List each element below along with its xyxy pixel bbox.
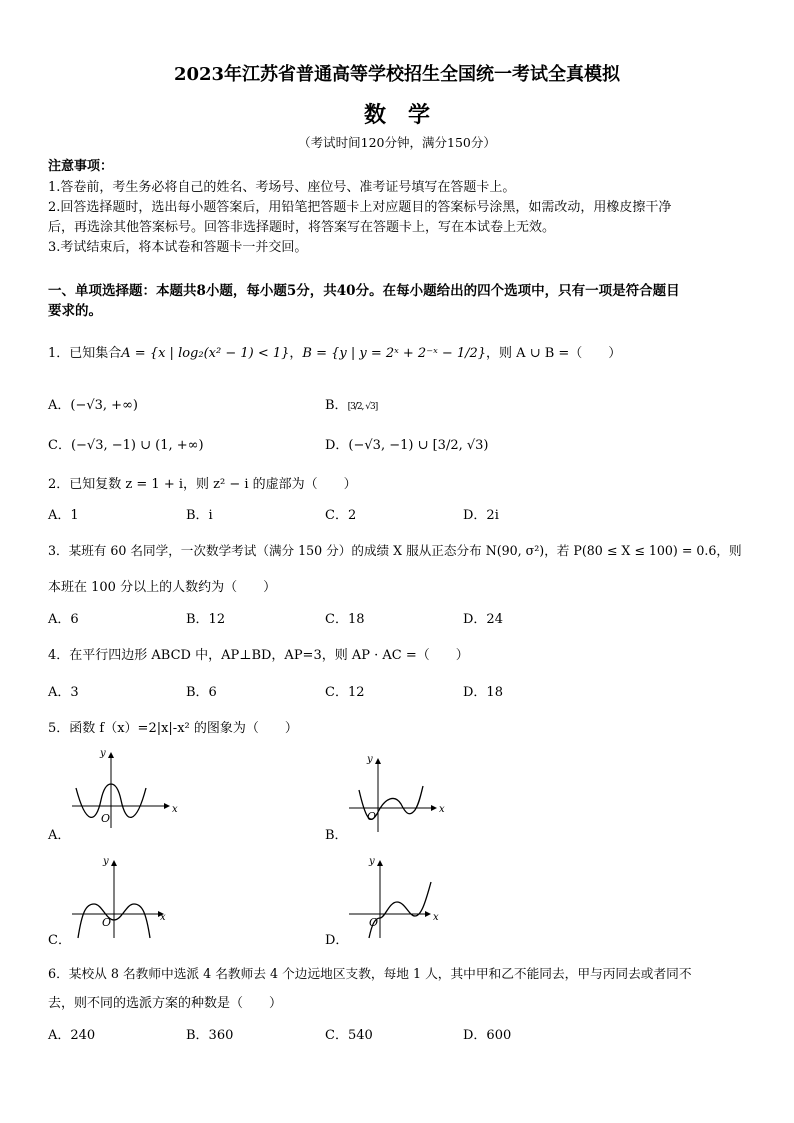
q1-set-a: A = {x | log₂(x² − 1) < 1} (121, 346, 290, 361)
q4-option-c: C．12 (325, 685, 365, 700)
q6-option-c: C．540 (325, 1028, 373, 1043)
subject-title: 数学 (363, 102, 452, 128)
question-5-stem: 5．函数 f（x）=2|x|-x² 的图象为（ ） (48, 721, 298, 736)
q5-graph-d (345, 854, 441, 942)
y-label: y (103, 856, 109, 867)
section-heading: 一、单项选择题：本题共8小题，每小题5分，共40分。在每小题给出的四个选项中，只有一项是符合题目 (48, 283, 680, 299)
q5-option-c: C． (48, 933, 71, 948)
x-label: x (433, 912, 439, 923)
origin-label: O (102, 916, 112, 929)
note-line: 1.答卷前，考生务必将自己的姓名、考场号、座位号、准考证号填写在答题卡上。 (48, 180, 516, 195)
q5-graph-b (345, 752, 457, 836)
q1-set-b: B = {y | y = 2ˣ + 2⁻ˣ − 1/2} (302, 346, 487, 361)
question-4-stem: 4．在平行四边形 ABCD 中，AP⊥BD，AP=3，则 AP · AC =（ ） (48, 648, 469, 663)
q1-option-a: A．(−√3, +∞) (48, 398, 138, 413)
q1-option-b-glyphs: [3/2, √3] (347, 402, 378, 412)
question-3-stem-cont: 本班在 100 分以上的人数约为（ ） (48, 580, 277, 595)
note-line: 2.回答选择题时，选出每小题答案后，用铅笔把答题卡上对应题目的答案标号涂黑，如需改动，用橡皮擦干净 (48, 200, 672, 215)
q2-option-b: B．i (186, 508, 213, 523)
question-3-stem: 3．某班有 60 名同学，一次数学考试（满分 150 分）的成绩 X 服从正态分布 N(90, σ²)，若 P(80 ≤ X ≤ 100) = 0.6，则 (48, 543, 742, 558)
origin-label: O (369, 916, 379, 929)
x-axis-arrow (425, 911, 431, 917)
q5-graph-c (68, 852, 180, 942)
y-axis-arrow (108, 752, 114, 758)
x-label: x (439, 804, 445, 815)
notes-heading: 注意事项： (48, 159, 114, 174)
q6-option-b: B．360 (186, 1028, 234, 1043)
q6-option-d: D．600 (463, 1028, 512, 1043)
y-label: y (369, 856, 375, 867)
function-curve (369, 882, 431, 938)
q1-option-b (325, 394, 377, 413)
x-axis-arrow (164, 803, 170, 809)
q2-option-c: C．2 (325, 508, 357, 523)
q5-option-d: D． (325, 933, 349, 948)
x-label: x (160, 912, 166, 923)
question-1-stem (48, 342, 621, 361)
origin-label: O (367, 810, 377, 823)
y-label: y (367, 754, 373, 765)
q2-option-d: D．2i (463, 508, 499, 523)
q3-option-c: C．18 (325, 612, 365, 627)
exam-title: 2023年江苏省普通高等学校招生全国统一考试全真模拟 (173, 64, 621, 85)
q4-option-a: A．3 (48, 685, 79, 700)
question-6-stem-cont: 去，则不同的选派方案的种数是（ ） (48, 996, 283, 1011)
q3-option-d: D．24 (463, 612, 503, 627)
x-label: x (172, 804, 178, 815)
q5-graph-a (68, 748, 180, 832)
q1-option-d: D．(−√3, −1) ∪ [3/2, √3) (325, 438, 489, 453)
q1-separator: ， (289, 346, 303, 361)
origin-label: O (101, 812, 111, 825)
exam-info: （考试时间120分钟，满分150分） (298, 135, 496, 150)
question-6-stem: 6．某校从 8 名教师中选派 4 名教师去 4 个边远地区支教，每地 1 人，其中甲和乙不能同去，甲与丙同去或者同不 (48, 966, 692, 981)
section-heading-cont: 要求的。 (48, 303, 102, 319)
q2-option-a: A．1 (48, 508, 79, 523)
q1-prefix: 1．已知集合 (48, 346, 122, 361)
q1-suffix: ，则 A ∪ B =（ ） (486, 346, 622, 361)
q3-option-a: A．6 (48, 612, 79, 627)
q4-option-d: D．18 (463, 685, 503, 700)
question-2-stem: 2．已知复数 z = 1 + i，则 z² − i 的虚部为（ ） (48, 477, 357, 492)
note-line: 后，再选涂其他答案标号。回答非选择题时，将答案写在答题卡上，写在本试卷上无效。 (48, 220, 556, 235)
x-axis-arrow (431, 805, 437, 811)
y-axis-arrow (375, 758, 381, 764)
q1-option-c: C．(−√3, −1) ∪ (1, +∞) (48, 438, 204, 453)
y-label: y (100, 748, 106, 759)
q5-option-a: A． (48, 828, 71, 843)
y-axis-arrow (377, 860, 383, 866)
q6-option-a: A．240 (48, 1028, 96, 1043)
y-axis-arrow (111, 860, 117, 866)
q1-option-b-label: B． (325, 398, 348, 413)
q4-option-b: B．6 (186, 685, 217, 700)
note-line: 3.考试结束后，将本试卷和答题卡一并交回。 (48, 240, 308, 255)
q5-option-b: B． (325, 828, 348, 843)
q3-option-b: B．12 (186, 612, 226, 627)
